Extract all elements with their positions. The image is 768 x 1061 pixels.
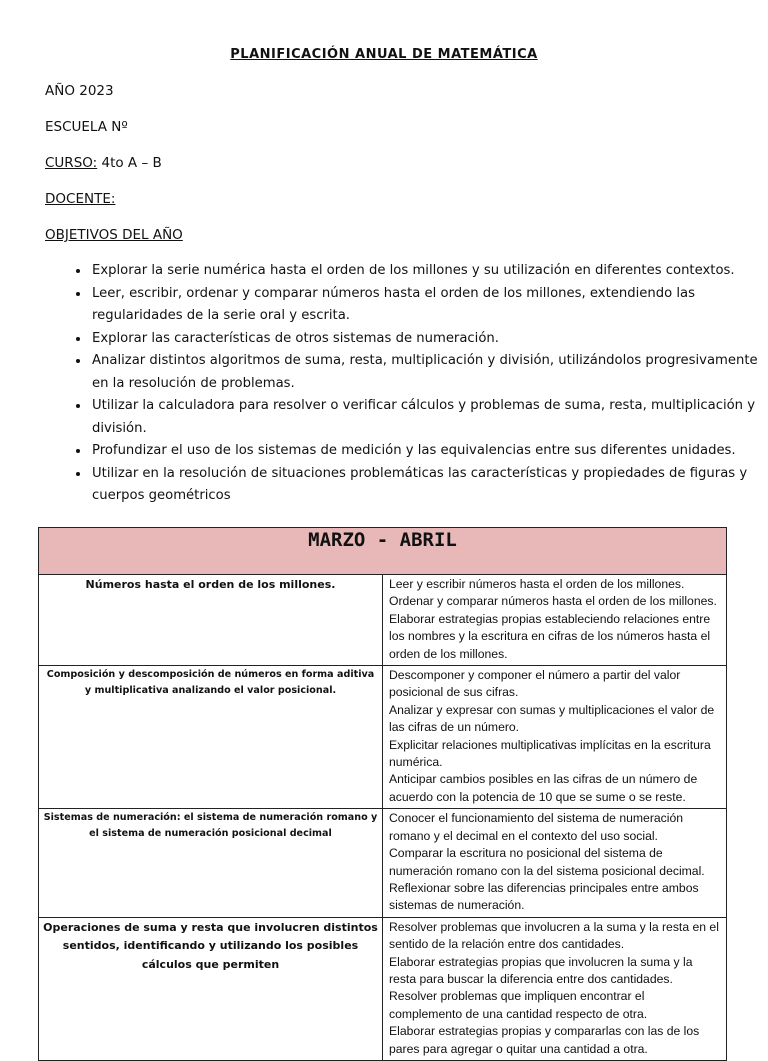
period-header: MARZO - ABRIL [39, 528, 727, 575]
teacher-label: DOCENTE: [45, 191, 116, 207]
table-row [39, 917, 727, 1060]
course-label: CURSO: [45, 155, 98, 171]
objective-item: • Explorar las características de otros sistemas de numeración. [90, 328, 760, 351]
content-item: Conocer el funcionamiento del sistema de numeración romano y el decimal en el contexto del uso social. [389, 811, 684, 843]
content-item: Descomponer y componer el número a partir del valor posicional de sus cifras. [389, 668, 681, 700]
table-row [39, 666, 727, 809]
table-row [39, 575, 727, 666]
content-item: Reflexionar sobre las diferencias principales entre ambos sistemas de numeración. [389, 880, 699, 913]
content-cell [383, 809, 727, 917]
planning-table [38, 527, 727, 1061]
objectives-heading: OBJETIVOS DEL AÑO [45, 227, 183, 243]
topic-cell: Números hasta el orden de los millones. [39, 575, 383, 666]
content-item: Analizar y expresar con sumas y multiplicaciones el valor de las cifras de un número. [389, 702, 715, 735]
topic-cell: Sistemas de numeración: el sistema de numeración romano y el sistema de numeración posicional decimal [39, 809, 383, 917]
school-line: ESCUELA Nº [45, 119, 128, 135]
content-item: Elaborar estrategias propias estableciendo relaciones entre los nombres y la escritura en cifras de los números hasta el orden de los millones. [389, 611, 711, 661]
document-title: PLANIFICACIÓN ANUAL DE MATEMÁTICA [230, 47, 538, 62]
topic-cell: Composición y descomposición de números en forma aditiva y multiplicativa analizando el valor posicional. [39, 666, 383, 809]
objective-item: • Leer, escribir, ordenar y comparar números hasta el orden de los millones, extendiendo las regularidades de la serie oral y escrita. [90, 283, 760, 328]
table-row [39, 809, 727, 917]
objective-item: • Explorar la serie numérica hasta el orden de los millones y su utilización en diferentes contextos. [90, 260, 760, 283]
content-item: Explicitar relaciones multiplicativas implícitas en la escritura numérica. [389, 737, 711, 770]
objective-item: • Profundizar el uso de los sistemas de medición y las equivalencias entre sus diferentes unidades. [90, 440, 760, 463]
objective-item: • Utilizar en la resolución de situaciones problemáticas las características y propiedades de figuras y cuerpos geométricos [90, 463, 760, 508]
content-item: Elaborar estrategias propias y compararlas con las de los pares para agregar o quitar una cantidad a otra. [389, 1024, 700, 1056]
period-header-row [39, 528, 727, 575]
content-item: Elaborar estrategias propias que involucren la suma y la resta para buscar la diferencia entre dos cantidades. [389, 954, 693, 986]
content-item: Leer y escribir números hasta el orden de los millones. [389, 577, 685, 591]
content-cell [383, 666, 727, 809]
content-cell [383, 917, 727, 1060]
course-line [45, 155, 162, 171]
content-item: Resolver problemas que involucren a la suma y la resta en el sentido de la relación entre dos cantidades. [389, 919, 719, 952]
objective-item: • Utilizar la calculadora para resolver o verificar cálculos y problemas de suma, resta, multiplicación y división. [90, 395, 760, 440]
course-value: 4to A – B [101, 155, 162, 171]
content-cell [383, 575, 727, 666]
topic-cell: Operaciones de suma y resta que involucren distintos sentidos, identificando y utilizando los posibles cálculos que permiten [39, 917, 383, 1060]
year-line: AÑO 2023 [45, 83, 114, 99]
content-item: Resolver problemas que impliquen encontrar el complemento de una cantidad respecto de otra. [389, 989, 648, 1021]
objective-item: • Analizar distintos algoritmos de suma, resta, multiplicación y división, utilizándolos progresivamente en la resolución de problemas. [90, 350, 760, 395]
content-item: Anticipar cambios posibles en las cifras de un número de acuerdo con la potencia de 10 que se sume o se reste. [389, 772, 698, 804]
objectives-list [60, 260, 760, 508]
content-item: Comparar la escritura no posicional del sistema de numeración romano con la del sistema posicional decimal. [389, 846, 705, 878]
content-item: Ordenar y comparar números hasta el orden de los millones. [389, 594, 717, 609]
